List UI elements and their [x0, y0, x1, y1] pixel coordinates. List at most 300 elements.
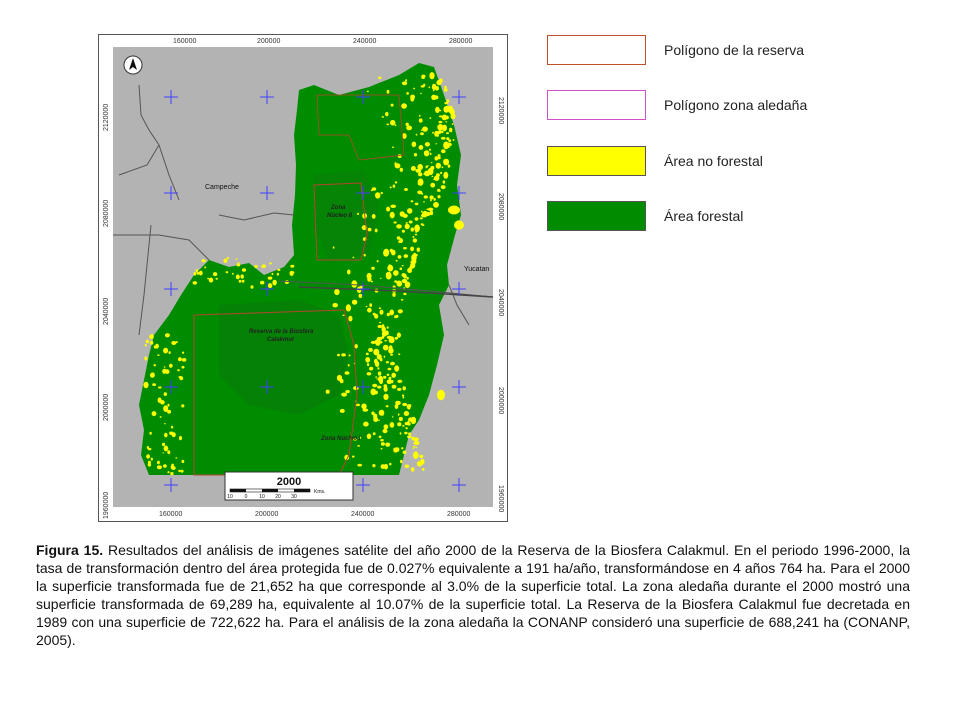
y-coord-right: 2000000 [497, 387, 504, 415]
nonforest-patch [402, 425, 405, 427]
nonforest-patch [392, 416, 394, 417]
nonforest-patch [437, 195, 440, 198]
nonforest-patch [427, 165, 429, 166]
nonforest-patch [389, 264, 391, 266]
nonforest-patch [371, 389, 377, 396]
nonforest-patch [152, 383, 156, 386]
x-coord-top: 200000 [257, 38, 281, 45]
nonforest-patch [167, 404, 169, 407]
nonforest-patch [378, 325, 383, 328]
nonforest-patch [414, 225, 420, 233]
nonforest-patch [443, 142, 449, 150]
nonforest-patch [368, 348, 373, 352]
nonforest-patch [162, 452, 164, 453]
nonforest-patch [369, 303, 372, 307]
nonforest-patch [382, 116, 385, 118]
nonforest-patch [437, 390, 445, 400]
nonforest-patch [341, 393, 347, 397]
nonforest-patch [434, 198, 436, 201]
nonforest-patch [372, 384, 377, 387]
nonforest-patch [402, 265, 404, 266]
nonforest-patch [430, 199, 432, 201]
place-label-campeche: Campeche [205, 184, 239, 191]
nonforest-patch [376, 378, 378, 379]
y-coord-right: 2080000 [497, 193, 504, 221]
nonforest-patch [391, 373, 396, 378]
nonforest-patch [373, 313, 376, 316]
nonforest-patch [398, 154, 402, 158]
nonforest-patch [385, 443, 390, 447]
nonforest-patch [390, 354, 393, 356]
nonforest-patch [349, 355, 351, 357]
nonforest-patch [162, 443, 165, 446]
nonforest-patch [367, 372, 372, 375]
nonforest-patch [369, 368, 371, 370]
nonforest-patch [386, 405, 389, 407]
legend-label-buffer: Polígono zona aledaña [664, 97, 808, 113]
figure-number: Figura 15. [36, 542, 104, 558]
y-coord-left: 2080000 [103, 199, 110, 227]
nonforest-patch [226, 271, 229, 273]
nonforest-patch [429, 195, 433, 199]
nonforest-patch [401, 103, 407, 108]
nonforest-patch [149, 432, 151, 435]
nonforest-patch [146, 340, 149, 344]
nonforest-patch [397, 333, 401, 338]
nonforest-patch [374, 359, 378, 364]
nonforest-patch [420, 93, 422, 94]
nonforest-patch [411, 467, 414, 472]
nonforest-patch [397, 380, 402, 383]
nonforest-patch [382, 414, 384, 415]
nonforest-patch [164, 366, 166, 368]
nonforest-patch [386, 272, 392, 280]
nonforest-patch [333, 246, 335, 248]
nonforest-patch [367, 434, 371, 440]
nonforest-patch [446, 137, 449, 139]
zone-label-reserva: Calakmul [267, 337, 294, 343]
nonforest-patch [384, 356, 386, 358]
nonforest-patch [179, 376, 183, 380]
nonforest-patch [175, 457, 177, 458]
nonforest-patch [377, 367, 379, 369]
nonforest-patch [182, 352, 184, 354]
x-coord-top: 160000 [173, 38, 197, 45]
nonforest-patch [419, 145, 424, 150]
nonforest-patch [373, 432, 376, 435]
nonforest-patch [398, 389, 400, 391]
x-coord-bottom: 240000 [351, 511, 375, 518]
nonforest-patch [381, 192, 383, 195]
nonforest-patch [171, 426, 173, 429]
nonforest-patch [415, 203, 419, 206]
nonforest-patch [375, 376, 377, 377]
nonforest-patch [381, 464, 385, 469]
nonforest-patch [404, 432, 408, 435]
nonforest-patch [428, 168, 434, 175]
nonforest-patch [277, 273, 279, 276]
nonforest-patch [394, 365, 399, 371]
nonforest-patch [406, 222, 408, 224]
nonforest-patch [428, 208, 433, 212]
nonforest-patch [157, 461, 160, 464]
nonforest-patch [399, 417, 403, 421]
x-coord-top: 240000 [353, 38, 377, 45]
nonforest-patch [382, 324, 385, 327]
nonforest-patch [453, 139, 455, 141]
nonforest-patch [390, 205, 396, 208]
nonforest-patch [403, 274, 407, 279]
nonforest-patch [390, 186, 392, 188]
nonforest-patch [375, 340, 380, 345]
nonforest-patch [368, 228, 372, 232]
nonforest-patch [353, 257, 355, 259]
nonforest-patch [389, 310, 394, 316]
nonforest-patch [406, 277, 408, 280]
nonforest-patch [178, 470, 180, 473]
nonforest-patch [379, 307, 381, 309]
nonforest-patch [407, 268, 412, 273]
nonforest-patch [388, 348, 393, 354]
nonforest-patch [363, 422, 369, 427]
x-coord-top: 280000 [449, 38, 473, 45]
nonforest-patch [454, 220, 464, 229]
nonforest-patch [326, 390, 330, 394]
nonforest-patch [367, 363, 369, 366]
nonforest-patch [415, 231, 417, 233]
nonforest-patch [435, 86, 439, 91]
zone-label-nucleo2: Zona [331, 205, 346, 211]
nonforest-patch [167, 450, 170, 454]
nonforest-patch [236, 275, 240, 280]
nonforest-patch [406, 92, 409, 95]
nonforest-patch [366, 306, 368, 307]
nonforest-patch [402, 403, 407, 406]
nonforest-patch [209, 278, 213, 283]
nonforest-patch [430, 153, 432, 155]
nonforest-patch [268, 283, 272, 288]
nonforest-patch [431, 95, 436, 100]
nonforest-patch [152, 411, 157, 416]
nonforest-patch [419, 455, 423, 458]
nonforest-patch [144, 357, 147, 361]
nonforest-patch [448, 165, 451, 168]
nonforest-patch [341, 353, 346, 356]
nonforest-patch [448, 206, 460, 215]
nonforest-patch [365, 357, 370, 363]
nonforest-patch [387, 374, 390, 376]
nonforest-patch [340, 409, 345, 413]
nonforest-patch [384, 424, 389, 429]
nonforest-patch [405, 282, 411, 288]
legend-label-reserve: Polígono de la reserva [664, 42, 805, 58]
nonforest-patch [337, 354, 340, 357]
nonforest-patch [395, 447, 399, 452]
nonforest-patch [410, 247, 414, 252]
nonforest-patch [415, 447, 417, 448]
nonforest-patch [375, 192, 380, 198]
nonforest-patch [389, 463, 391, 466]
nonforest-patch [163, 464, 167, 468]
nonforest-patch [164, 433, 168, 438]
nonforest-patch [405, 224, 410, 229]
nonforest-patch [432, 132, 434, 134]
nonforest-patch [378, 372, 381, 376]
nonforest-patch [413, 253, 416, 256]
nonforest-patch [381, 448, 383, 450]
nonforest-patch [435, 143, 437, 144]
nonforest-patch [395, 337, 398, 340]
nonforest-patch [237, 263, 241, 266]
scale-bar [225, 472, 353, 500]
figure-caption [36, 541, 910, 649]
nonforest-patch [436, 80, 441, 85]
legend-label-forest: Área forestal [664, 208, 744, 224]
nonforest-patch [167, 471, 169, 473]
nonforest-patch [402, 214, 407, 218]
nonforest-patch [151, 373, 155, 377]
nonforest-patch [181, 404, 184, 407]
x-coord-bottom: 280000 [447, 511, 471, 518]
nonforest-patch [207, 278, 209, 280]
nonforest-patch [380, 310, 384, 315]
nonforest-patch [215, 278, 218, 280]
nonforest-patch [432, 176, 434, 177]
nonforest-patch [381, 442, 385, 446]
nonforest-patch [157, 354, 159, 356]
nonforest-patch [413, 236, 415, 238]
nonforest-patch [435, 107, 440, 113]
nonforest-patch [164, 349, 166, 351]
nonforest-patch [413, 446, 416, 448]
nonforest-patch [430, 183, 435, 188]
y-coord-left: 2040000 [103, 297, 110, 325]
nonforest-patch [410, 261, 412, 263]
nonforest-patch [389, 336, 394, 340]
nonforest-patch [373, 414, 377, 420]
nonforest-patch [406, 123, 409, 127]
nonforest-patch [403, 386, 406, 390]
nonforest-patch [342, 315, 344, 316]
nonforest-patch [357, 464, 362, 467]
nonforest-patch [148, 448, 152, 450]
nonforest-patch [403, 247, 407, 249]
nonforest-patch [424, 195, 428, 198]
nonforest-patch [236, 258, 238, 259]
nonforest-patch [386, 361, 389, 363]
nonforest-patch [412, 142, 417, 148]
nonforest-patch [380, 278, 382, 279]
nonforest-patch [397, 422, 401, 426]
nonforest-patch [385, 112, 388, 116]
nonforest-patch [436, 163, 441, 169]
nonforest-patch [377, 386, 381, 389]
nonforest-patch [390, 362, 395, 366]
nonforest-patch [202, 259, 206, 262]
nonforest-patch [411, 166, 416, 171]
nonforest-patch [417, 248, 420, 252]
nonforest-patch [242, 280, 245, 283]
nonforest-patch [429, 72, 434, 79]
scale-tick: 30 [291, 494, 297, 500]
nonforest-patch [170, 472, 173, 475]
nonforest-patch [447, 99, 450, 102]
nonforest-patch [389, 377, 392, 380]
caption-text: Resultados del análisis de imágenes satélite del año 2000 de la Reserva de la Biosfera Calakmul. En el periodo 1996-2000, la tasa de transformación dentro del área protegida fue de 0.027% equivalente a 191 ha/año, transformándose en 4 años 764 ha. Para el 2000 la superficie transformada fue de 21,652 ha que corresponde al 3.0% de la superficie total. La zona aledaña durante el 2000 mostró una superficie transformada de 69,289 ha, equivalente al 10.07% de la superficie total. La Reserva de la Biosfera Calakmul fue decretada en 1989 con una superficie de 722,622 ha. Para el análisis de la zona aledaña la CONANP consideró una superficie de 688,241 ha (CONANP, 2005). [36, 542, 910, 648]
nonforest-patch [431, 162, 433, 163]
nonforest-patch [387, 313, 390, 317]
nonforest-patch [406, 126, 412, 131]
nonforest-patch [443, 172, 448, 179]
nonforest-patch [383, 394, 388, 400]
nonforest-patch [422, 127, 428, 132]
nonforest-patch [395, 404, 399, 409]
nonforest-patch [348, 316, 352, 322]
y-coord-left: 2000000 [103, 393, 110, 421]
nonforest-patch [404, 411, 409, 416]
nonforest-patch [178, 357, 182, 361]
nonforest-patch [404, 254, 408, 258]
nonforest-patch [169, 432, 173, 435]
nonforest-patch [395, 124, 397, 126]
nonforest-patch [425, 142, 430, 146]
nonforest-patch [433, 179, 435, 180]
nonforest-patch [162, 369, 167, 374]
legend-swatch-reserve [547, 35, 646, 65]
nonforest-patch [160, 416, 162, 418]
zone-label-nucleo1: Zona Núcleo I [321, 436, 361, 442]
nonforest-patch [383, 249, 389, 256]
nonforest-patch [346, 304, 351, 311]
nonforest-patch [387, 90, 390, 94]
nonforest-patch [153, 364, 156, 366]
nonforest-patch [386, 207, 390, 212]
nonforest-patch [224, 259, 228, 263]
nonforest-patch [435, 156, 439, 160]
scale-tick: 10 [259, 494, 265, 500]
nonforest-patch [407, 435, 412, 438]
nonforest-patch [410, 95, 415, 100]
nonforest-patch [169, 351, 171, 354]
nonforest-patch [391, 104, 394, 107]
nonforest-patch [392, 293, 395, 297]
nonforest-patch [419, 118, 423, 122]
nonforest-patch [232, 273, 234, 275]
nonforest-patch [261, 264, 266, 268]
nonforest-patch [442, 125, 446, 129]
nonforest-patch [441, 131, 443, 133]
nonforest-patch [430, 211, 433, 215]
nonforest-patch [449, 128, 452, 133]
nonforest-patch [372, 214, 376, 219]
nonforest-patch [400, 460, 403, 464]
year-label: 2000 [276, 476, 302, 488]
nonforest-patch [197, 272, 200, 275]
nonforest-patch [182, 358, 187, 362]
nonforest-patch [405, 465, 410, 468]
nonforest-patch [157, 465, 162, 469]
y-coord-left: 2120000 [103, 103, 110, 131]
nonforest-patch [387, 326, 389, 329]
nonforest-patch [373, 349, 379, 356]
nonforest-patch [345, 390, 350, 393]
zone-label-reserva: Reserva de la Biosfera [249, 329, 314, 335]
nonforest-patch [348, 364, 350, 367]
nonforest-patch [148, 461, 151, 464]
nonforest-patch [398, 309, 403, 313]
zone-label-nucleo2: Núcleo II [327, 213, 353, 219]
legend-swatch-forest [547, 201, 646, 231]
nonforest-patch [150, 341, 153, 345]
nonforest-patch [182, 460, 185, 463]
nonforest-patch [361, 404, 366, 410]
nonforest-patch [413, 238, 417, 242]
nonforest-patch [420, 132, 424, 135]
nonforest-patch [391, 380, 394, 383]
nonforest-patch [272, 273, 274, 275]
nonforest-patch [403, 451, 407, 455]
nonforest-patch [175, 341, 178, 343]
y-coord-right: 2040000 [497, 289, 504, 317]
nonforest-patch [418, 178, 424, 185]
x-coord-bottom: 200000 [255, 511, 279, 518]
nonforest-patch [433, 90, 435, 92]
nonforest-patch [414, 153, 417, 156]
nonforest-patch [391, 250, 396, 256]
nonforest-patch [421, 223, 424, 225]
nonforest-patch [379, 322, 381, 323]
nonforest-patch [386, 273, 389, 275]
nonforest-patch [433, 202, 439, 208]
nonforest-patch [436, 173, 440, 177]
nonforest-patch [160, 400, 165, 404]
nonforest-patch [424, 150, 430, 156]
nonforest-patch [332, 303, 338, 307]
y-coord-left: 1960000 [103, 491, 110, 519]
nonforest-patch [423, 84, 425, 87]
nonforest-patch [407, 422, 411, 425]
nonforest-patch [199, 271, 203, 276]
nonforest-patch [242, 268, 246, 271]
nonforest-patch [372, 187, 377, 191]
nonforest-patch [366, 353, 369, 356]
nonforest-patch [165, 333, 170, 337]
nonforest-patch [272, 280, 276, 286]
nonforest-patch [418, 172, 422, 176]
north-arrow-icon [124, 56, 142, 74]
nonforest-patch [171, 464, 174, 467]
nonforest-patch [386, 124, 389, 126]
nonforest-patch [375, 229, 378, 233]
nonforest-patch [437, 124, 443, 130]
nonforest-patch [383, 429, 388, 433]
nonforest-patch [396, 315, 398, 318]
nonforest-patch [421, 75, 425, 78]
nonforest-patch [268, 277, 273, 280]
nonforest-patch [392, 147, 394, 148]
nonforest-patch [403, 293, 406, 295]
nonforest-patch [441, 149, 445, 153]
nonforest-patch [390, 212, 395, 219]
nonforest-patch [359, 294, 363, 298]
nonforest-patch [443, 180, 446, 184]
nonforest-patch [164, 392, 167, 396]
nonforest-patch [441, 137, 446, 140]
nonforest-patch [394, 280, 397, 283]
nonforest-patch [445, 121, 447, 122]
place-label-yucatan: Yucatan [464, 266, 490, 273]
nonforest-patch [204, 266, 206, 268]
